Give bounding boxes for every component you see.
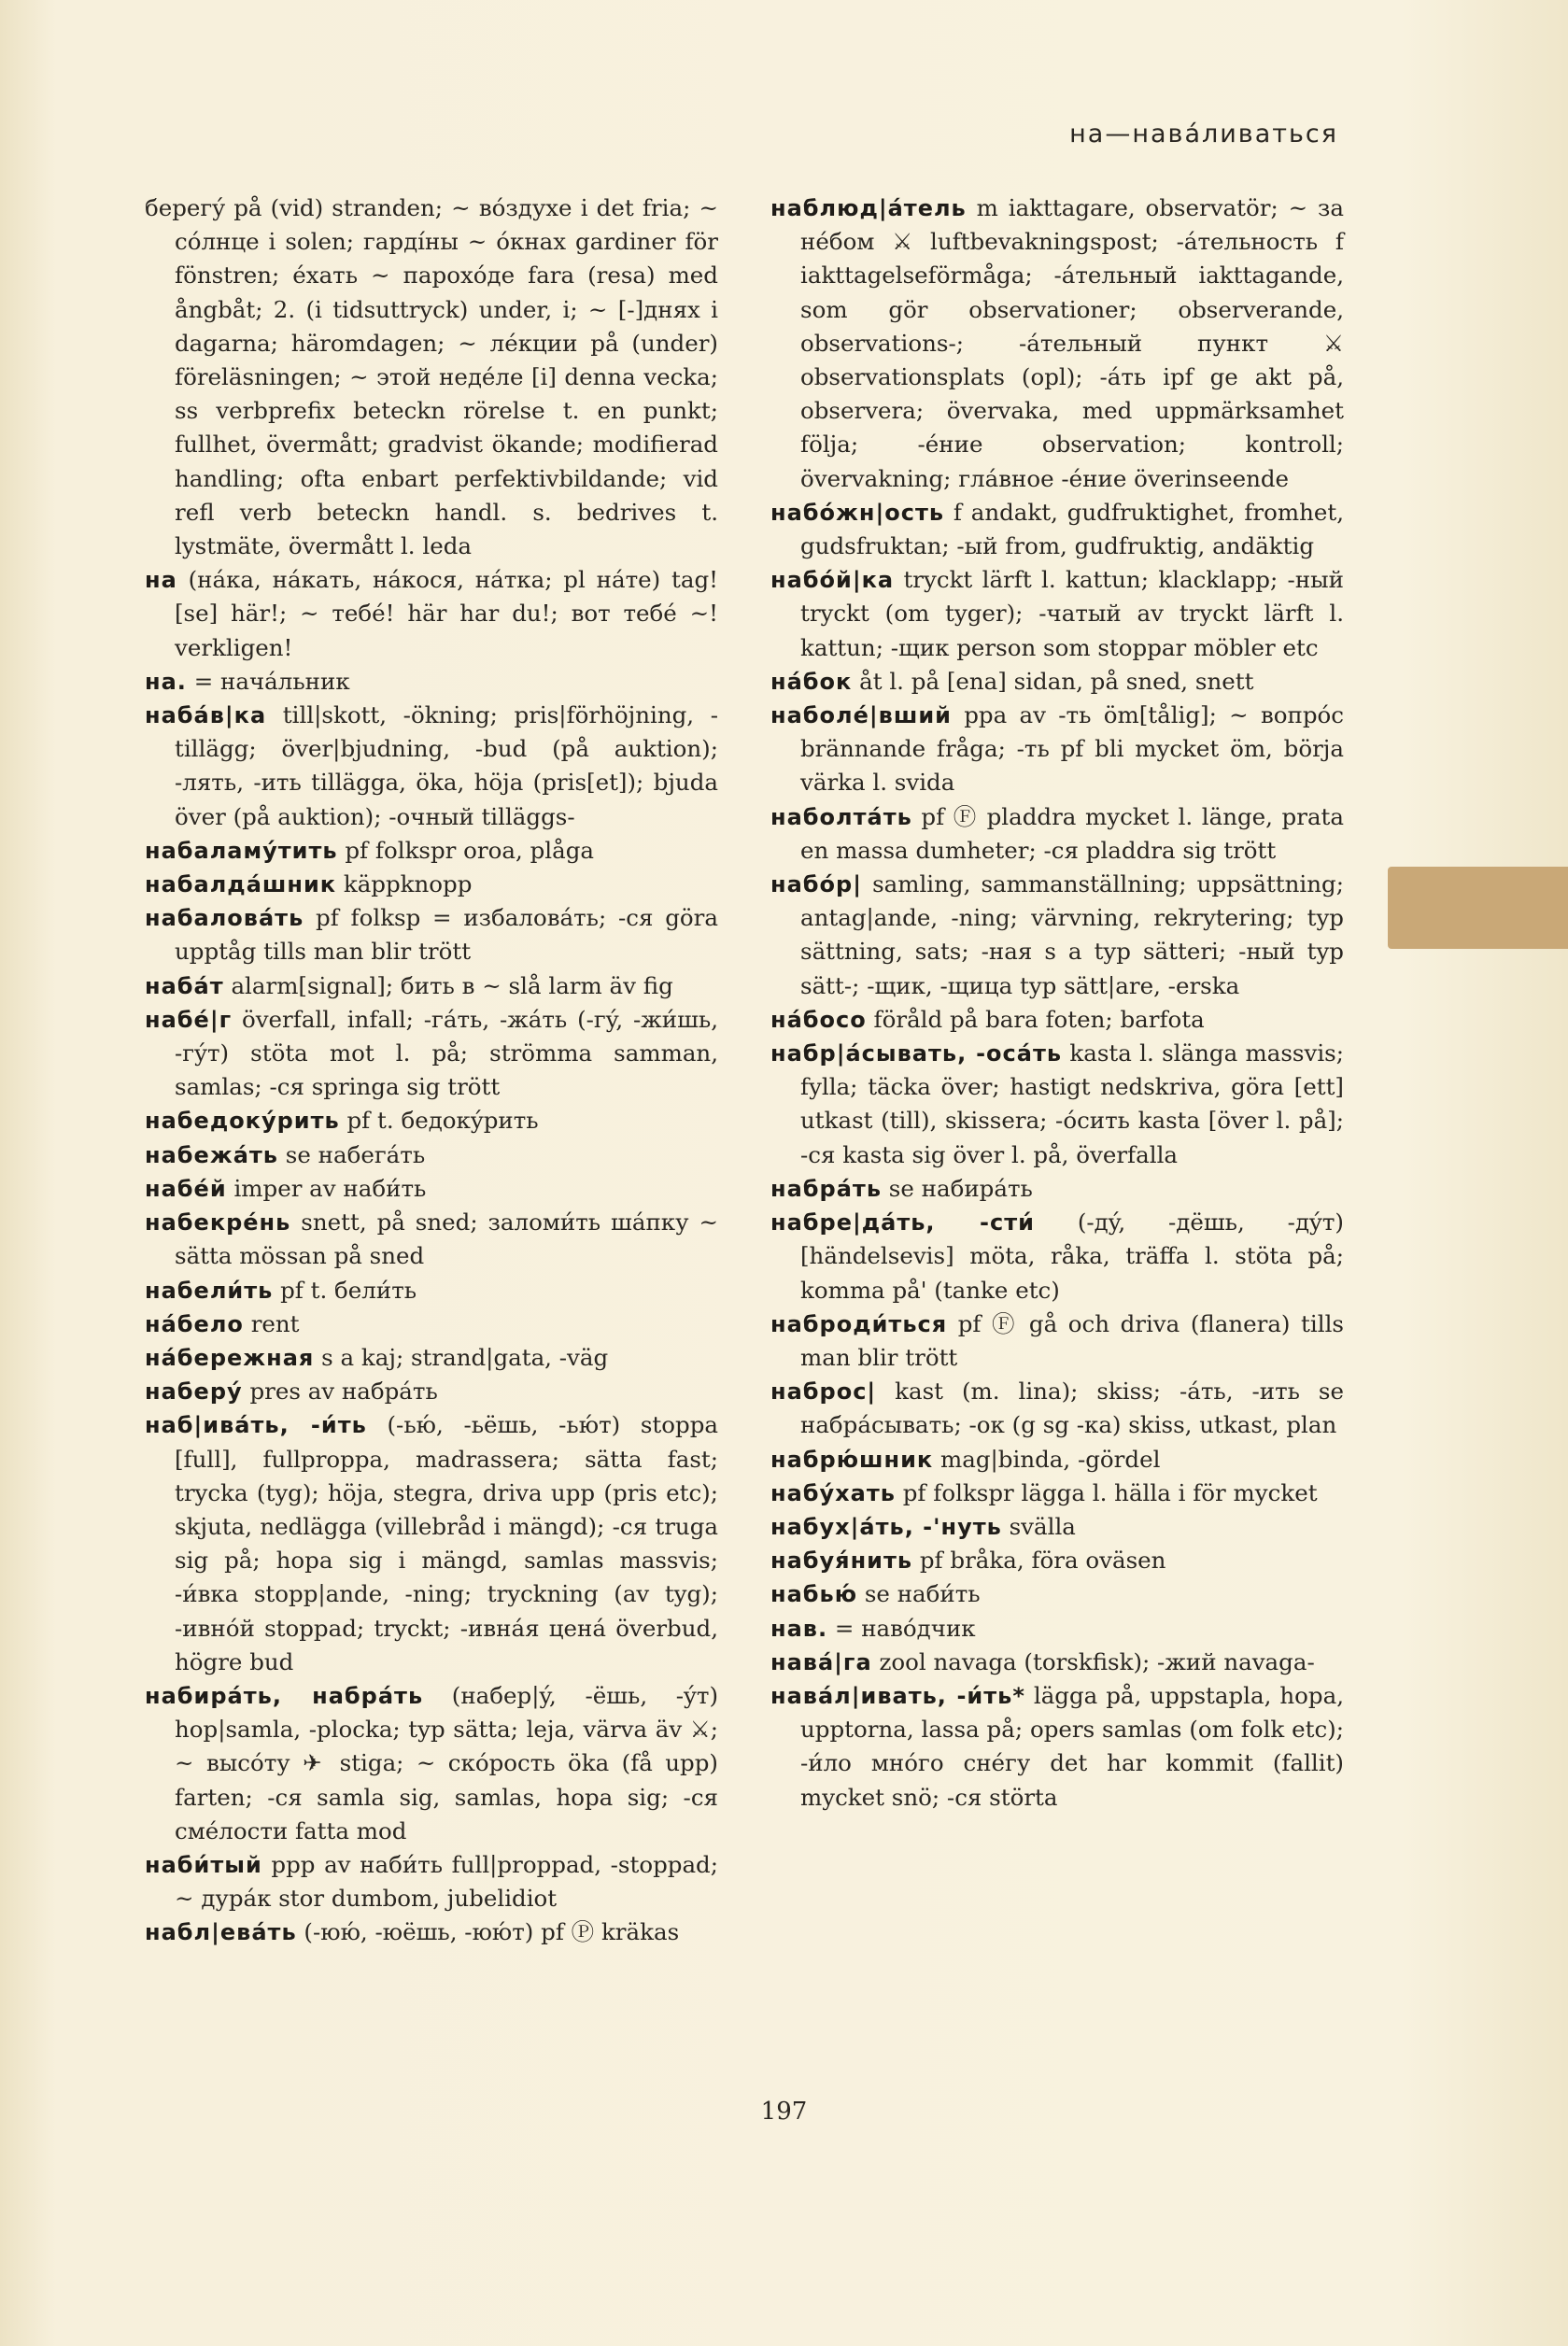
- entry-headword: набели́ть: [145, 1277, 274, 1304]
- dictionary-entry: [145, 1138, 718, 1172]
- entry-headword: набью́: [770, 1581, 858, 1608]
- entry-definition: mag|binda, -gördel: [940, 1445, 1161, 1473]
- running-head: на—навáливаться: [1069, 120, 1338, 148]
- dictionary-entry: [145, 1915, 718, 1949]
- dictionary-entry: [770, 1477, 1344, 1510]
- entry-definition: rent: [250, 1309, 300, 1337]
- entry-headword: нáбосо: [770, 1006, 867, 1033]
- dictionary-entry: [145, 1172, 718, 1206]
- entry-headword: наболé|вший: [770, 702, 952, 729]
- dictionary-entry: [145, 901, 718, 968]
- dictionary-entry: [770, 800, 1344, 868]
- entry-headword: набл|евáть: [145, 1919, 297, 1946]
- entry-definition: pf bråka, föra oväsen: [919, 1547, 1166, 1575]
- dictionary-entry: [770, 1544, 1344, 1577]
- entry-definition: m iakttagare, observatör; ~ за нéбом ⚔ luftbevakningspost; -áтельность f iakttagelseförmåga; -áтельный iakttagande, som gör observationer; observerande, observations-; -áтельный пункт ⚔ observationsplats (opl); -áть ipf ge akt på, observera; övervaka, med uppmärksamhet följa; -éние observation; kontroll; övervakning; глáвное -éние överinseende: [800, 194, 1344, 492]
- entry-definition: snett, på sned; заломи́ть шáпку ~ sätta mössan på sned: [175, 1208, 718, 1270]
- entry-definition: ppp av наби́ть full|proppad, -stoppad; ~ дурáк stor dumbom, jubelidiot: [175, 1850, 718, 1913]
- dictionary-entry: [770, 496, 1344, 563]
- dictionary-entry: [145, 1104, 718, 1138]
- dictionary-entry: [770, 699, 1344, 800]
- entry-headword: нáбережная: [145, 1344, 315, 1371]
- entry-definition: föråld på bara foten; barfota: [873, 1005, 1205, 1033]
- entry-definition: f andakt, gudfruktighet, fromhet, gudsfruktan; -ый from, gudfruktig, andäktig: [800, 498, 1344, 560]
- entry-headword: набаламýтить: [145, 837, 338, 864]
- entry-definition: = навóдчик: [834, 1614, 976, 1642]
- entry-headword: набуя́нить: [770, 1548, 913, 1575]
- entry-headword: наби́тый: [145, 1851, 262, 1878]
- entry-definition: käppknopp: [343, 870, 473, 898]
- entry-headword: нáбок: [770, 668, 853, 695]
- entry-headword: наберý: [145, 1378, 243, 1406]
- dictionary-entry: [770, 868, 1344, 1003]
- entry-headword: набежáть: [145, 1141, 278, 1168]
- dictionary-entry: [145, 665, 718, 699]
- entry-definition: s a kaj; strand|gata, -väg: [321, 1343, 609, 1371]
- thumb-index-tab: [1388, 867, 1568, 949]
- dictionary-entry: [770, 191, 1344, 496]
- dictionary-entry: [145, 1408, 718, 1679]
- dictionary-entry: [770, 665, 1344, 699]
- entry-definition: till|skott, -ökning; pris|förhöjning, -tillägg; över|bjudning, -bud (på auktion); -лять, -ить tillägga, öka, höja (pris[et]); bjuda över (på auktion); -очный tilläggs-: [175, 701, 718, 830]
- entry-definition: pf Ⓕ pladdra mycket l. länge, prata en massa dumheter; -ся pladdra sig trött: [800, 802, 1344, 864]
- entry-headword: набóжн|ость: [770, 499, 945, 526]
- entry-headword: наб|ивáть, -и́ть: [145, 1412, 367, 1439]
- entry-headword: навáл|ивать, -и́ть*: [770, 1682, 1025, 1709]
- entry-headword: на.: [145, 668, 187, 695]
- entry-definition: åt l. på [ena] sidan, på sned, snett: [859, 667, 1254, 695]
- entry-definition: zool navaga (torskfisk); -жий navaga-: [879, 1647, 1315, 1675]
- left-column: [145, 191, 718, 1950]
- dictionary-entry: [145, 1274, 718, 1307]
- entry-definition: kast (m. lina); skiss; -áть, -ить se набрáсывать; -ок (g sg -ка) skiss, utkast, plan: [800, 1378, 1344, 1439]
- dictionary-entry: [145, 969, 718, 1003]
- dictionary-entry: [145, 868, 718, 901]
- entry-headword: набáв|ка: [145, 702, 267, 729]
- entry-headword: набéй: [145, 1175, 227, 1202]
- entry-definition: (-дý, -дёшь, -дýт) [händelsevis] möta, råka, träffa l. stöta på; komma på' (tanke etc): [800, 1208, 1344, 1304]
- entry-headword: набýхать: [770, 1479, 896, 1506]
- dictionary-entry: [770, 1375, 1344, 1442]
- entry-definition: se набегáть: [285, 1140, 426, 1168]
- entry-definition: берегý på (vid) stranden; ~ вóздухе i det fria; ~ сóлнце i solen; гардíны ~ óкнах gardiner för fönstren; éхать ~ парохóде fara (resa) med ångbåt; 2. (i tidsuttryck) under, i; ~ [-]днях i dagarna; häromdagen; ~ лéкции på (under) föreläsningen; ~ этой недéле [i] denna vecka; ss verbprefix beteckn rörelse t. en punkt; fullhet, övermått; gradvist ökande; modifierad handling; ofta enbart perfektivbildande; vid refl verb beteckn handl. s. bedrives t. lystmäte, övermått l. leda: [145, 194, 718, 560]
- entry-definition: pf folkspr oroa, plåga: [345, 836, 594, 864]
- dictionary-entry: [145, 563, 718, 665]
- entry-definition: överfall, infall; -гáть, -жáть (-гý, -жи́шь, -гýт) stöta mot l. på; strömma samman, samlas; -ся springa sig trött: [175, 1005, 719, 1101]
- entry-definition: = начáльник: [193, 667, 350, 695]
- entry-definition: samling, sammanställning; uppsättning; antag|ande, -ning; värvning, rekrytering; typ sättning, sats; -ная s a typ sätteri; -ный typ sätt-; -щик, -щица typ sätt|are, -erska: [800, 870, 1344, 999]
- entry-definition: ppa av -ть öm[tålig]; ~ вопрóс brännande fråga; -ть pf bli mycket öm, börja värka l. svida: [800, 701, 1344, 797]
- entry-definition: pf folksp = избаловáть; -ся göra upptåg tills man blir trött: [175, 904, 718, 966]
- entry-definition: tryckt lärft l. kattun; klacklapp; -ный tryckt (om tyger); -чатый av tryckt lärft l. kattun; -щик person som stoppar möbler etc: [800, 566, 1344, 661]
- entry-definition: pf Ⓕ gå och driva (flanera) tills man blir trött: [800, 1309, 1344, 1371]
- entry-definition: (набер|ý, -ёшь, -ýт) hop|samla, -plocka; typ sätta; leja, värva äv ⚔; ~ высóту ✈ stiga; ~ скóрость öka (få upp) farten; -ся samla sig, samlas, hopa sig; -ся смéлости fatta mod: [175, 1681, 718, 1844]
- entry-definition: pf folkspr lägga l. hälla i för mycket: [902, 1478, 1318, 1506]
- entry-definition: lägga på, uppstapla, hopa, upptorna, lassa på; opers samlas (om folk etc); -и́ло мнóго снéгу det har kommit (fallit) mycket snö; -ся störta: [800, 1681, 1344, 1811]
- dictionary-entry: [770, 1510, 1344, 1544]
- entry-definition: alarm[signal]; бить в ~ slå larm äv fig: [231, 971, 673, 999]
- dictionary-entry: [770, 1003, 1344, 1037]
- dictionary-entry: [770, 1037, 1344, 1172]
- entry-headword: набóй|ка: [770, 567, 895, 594]
- entry-definition: pf t. бедокýрить: [346, 1107, 539, 1135]
- entry-headword: набр|áсывать, -осáть: [770, 1040, 1063, 1067]
- entry-definition: kasta l. slänga massvis; fylla; täcka över; hastigt nedskriva, göra [ett] utkast (till), skissera; -óсить kasta [över l. på]; -ся kasta sig över l. på, överfalla: [800, 1039, 1344, 1168]
- entry-headword: нáбело: [145, 1310, 244, 1337]
- dictionary-entry: [770, 1443, 1344, 1477]
- entry-headword: набé|г: [145, 1006, 233, 1033]
- entry-headword: навá|га: [770, 1648, 872, 1675]
- entry-definition: (-юю́, -юёшь, -юю́т) pf Ⓟ kräkas: [304, 1918, 680, 1946]
- dictionary-entry: [770, 1206, 1344, 1307]
- dictionary-entry: [145, 699, 718, 834]
- entry-headword: набух|áть, -'нуть: [770, 1513, 1002, 1540]
- dictionary-entry: [145, 1003, 718, 1105]
- dictionary-entry: [145, 834, 718, 868]
- entry-definition: (-ью́, -ьёшь, -ью́т) stoppa [full], fullproppa, madrassera; sätta fast; trycka (tyg); höja, stegra, driva upp (pris etc); skjuta, nedlägga (villebråd i mängd); -ся truga sig på; hopa sig i mängd, samlas massvis; -и́вка stopp|ande, -ning; tryckning (av tyg); -ивнóй stoppad; tryckt; -ивнáя ценá överbud, högre bud: [175, 1411, 718, 1675]
- entry-definition: se наби́ть: [864, 1580, 981, 1608]
- dictionary-entry: [770, 1646, 1344, 1679]
- right-column: [770, 191, 1344, 1815]
- entry-headword: набекрéнь: [145, 1209, 291, 1237]
- entry-headword: наболтáть: [770, 803, 912, 830]
- entry-headword: набирáть, набрáть: [145, 1682, 424, 1709]
- entry-headword: набрю́шник: [770, 1446, 934, 1473]
- entry-headword: наброди́ться: [770, 1310, 948, 1337]
- entry-definition: pres av набрáть: [249, 1378, 438, 1406]
- entry-headword: набалдáшник: [145, 871, 337, 898]
- dictionary-entry: [145, 1375, 718, 1408]
- dictionary-entry: [770, 1612, 1344, 1646]
- entry-headword: наброс|: [770, 1378, 877, 1406]
- dictionary-entry: [770, 563, 1344, 665]
- dictionary-entry: [770, 1172, 1344, 1206]
- entry-definition: imper av наби́ть: [233, 1174, 427, 1202]
- entry-headword: набаловáть: [145, 905, 304, 932]
- entry-headword: набóр|: [770, 871, 862, 898]
- dictionary-entry: [770, 1577, 1344, 1611]
- entry-definition: (нáка, нáкать, нáкося, нáтка; pl нáте) tag! [se] här!; ~ тебé! här har du!; вот тебé ~! verkligen!: [175, 566, 718, 661]
- dictionary-entry: [145, 1307, 718, 1341]
- entry-headword: набедокýрить: [145, 1108, 340, 1135]
- dictionary-entry: [145, 191, 718, 563]
- entry-headword: набрáть: [770, 1175, 882, 1202]
- dictionary-entry: [145, 1848, 718, 1915]
- dictionary-entry: [145, 1679, 718, 1848]
- dictionary-entry: [145, 1341, 718, 1375]
- dictionary-entry: [770, 1307, 1344, 1375]
- entry-definition: se набирáть: [888, 1174, 1033, 1202]
- entry-definition: svälla: [1009, 1512, 1076, 1540]
- entry-headword: набре|дáть, -сти́: [770, 1209, 1035, 1237]
- entry-headword: на: [145, 567, 177, 594]
- entry-headword: наблюд|áтель: [770, 195, 967, 221]
- page-number: 197: [760, 2098, 808, 2126]
- entry-headword: набáт: [145, 972, 224, 999]
- dictionary-entry: [770, 1679, 1344, 1815]
- entry-definition: pf t. бели́ть: [280, 1276, 417, 1304]
- dictionary-entry: [145, 1206, 718, 1273]
- entry-headword: нав.: [770, 1615, 828, 1642]
